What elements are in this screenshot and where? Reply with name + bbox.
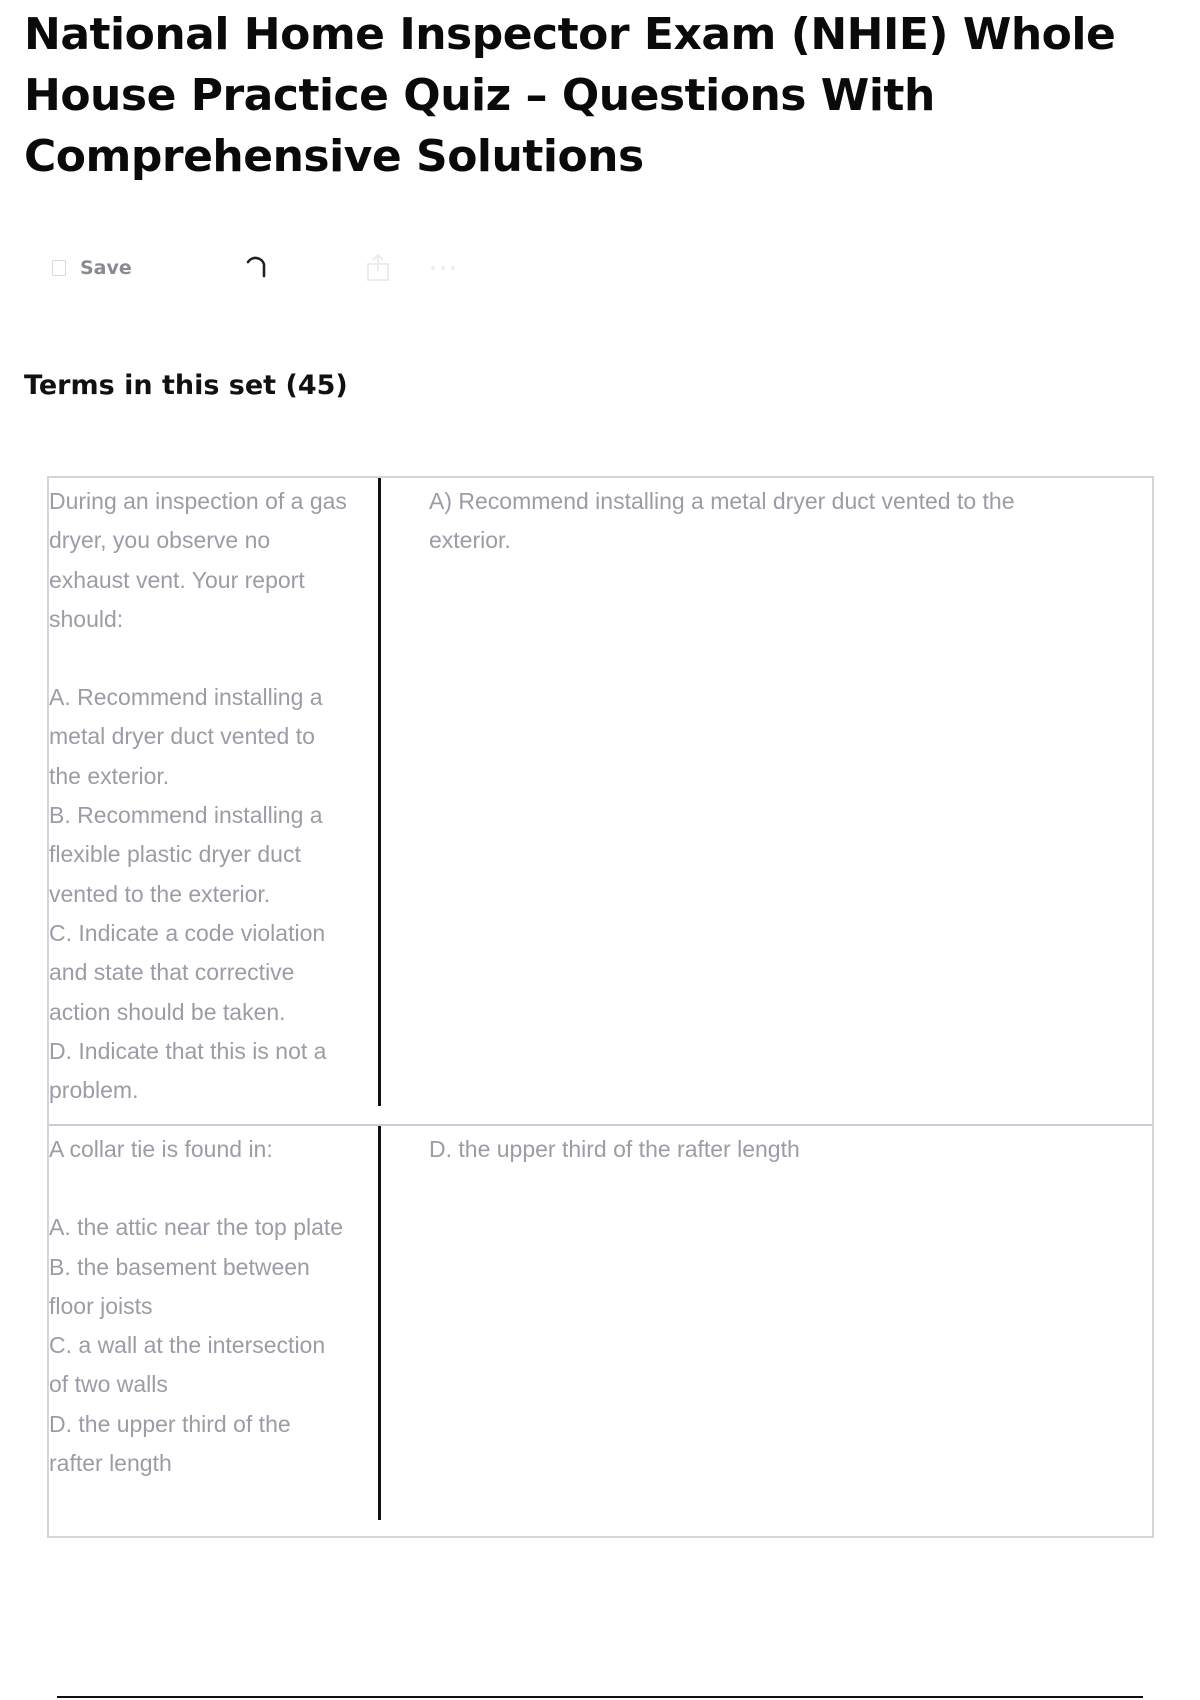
term-question: During an inspection of a gas dryer, you observe no exhaust vent. Your report should: <box>49 488 347 632</box>
save-button[interactable] <box>52 250 142 286</box>
term-question-cell <box>49 478 381 1124</box>
set-toolbar <box>52 250 512 286</box>
terms-table <box>47 476 1154 1538</box>
column-divider <box>378 478 381 1106</box>
share-icon[interactable] <box>364 250 400 286</box>
answer-option: D. the upper third of the rafter length <box>49 1410 291 1477</box>
term-definition: A) Recommend installing a metal dryer duct vented to the exterior. <box>429 488 1015 554</box>
term-definition: D. the upper third of the rafter length <box>429 1136 800 1162</box>
save-button-label: Save <box>80 257 132 279</box>
answer-option: D. Indicate that this is not a problem. <box>49 1037 327 1104</box>
answer-option: B. Recommend installing a flexible plastic dryer duct vented to the exterior. <box>49 802 323 907</box>
answer-option: B. the basement between floor joists <box>49 1253 310 1319</box>
term-question-cell <box>49 1126 381 1536</box>
answer-option: A. the attic near the top plate <box>49 1214 344 1241</box>
more-options-icon[interactable] <box>428 250 464 286</box>
term-card[interactable] <box>49 478 1152 1124</box>
answer-option: A. Recommend installing a metal dryer duct vented to the exterior. <box>49 684 323 789</box>
answer-option: C. Indicate a code violation and state that corrective action should be taken. <box>49 919 326 1025</box>
bookmark-icon <box>52 260 66 276</box>
term-card[interactable] <box>49 1124 1152 1536</box>
answer-option: C. a wall at the intersection of two walls <box>49 1332 326 1398</box>
page-title: National Home Inspector Exam (NHIE) Whole House Practice Quiz – Questions With Comprehensive Solutions <box>24 9 1116 182</box>
page-bottom-divider <box>57 1696 1143 1698</box>
column-divider <box>378 1126 381 1520</box>
terms-count-heading: Terms in this set (45) <box>24 370 348 401</box>
loading-spinner-icon <box>242 250 278 286</box>
term-question: A collar tie is found in: <box>49 1136 273 1162</box>
